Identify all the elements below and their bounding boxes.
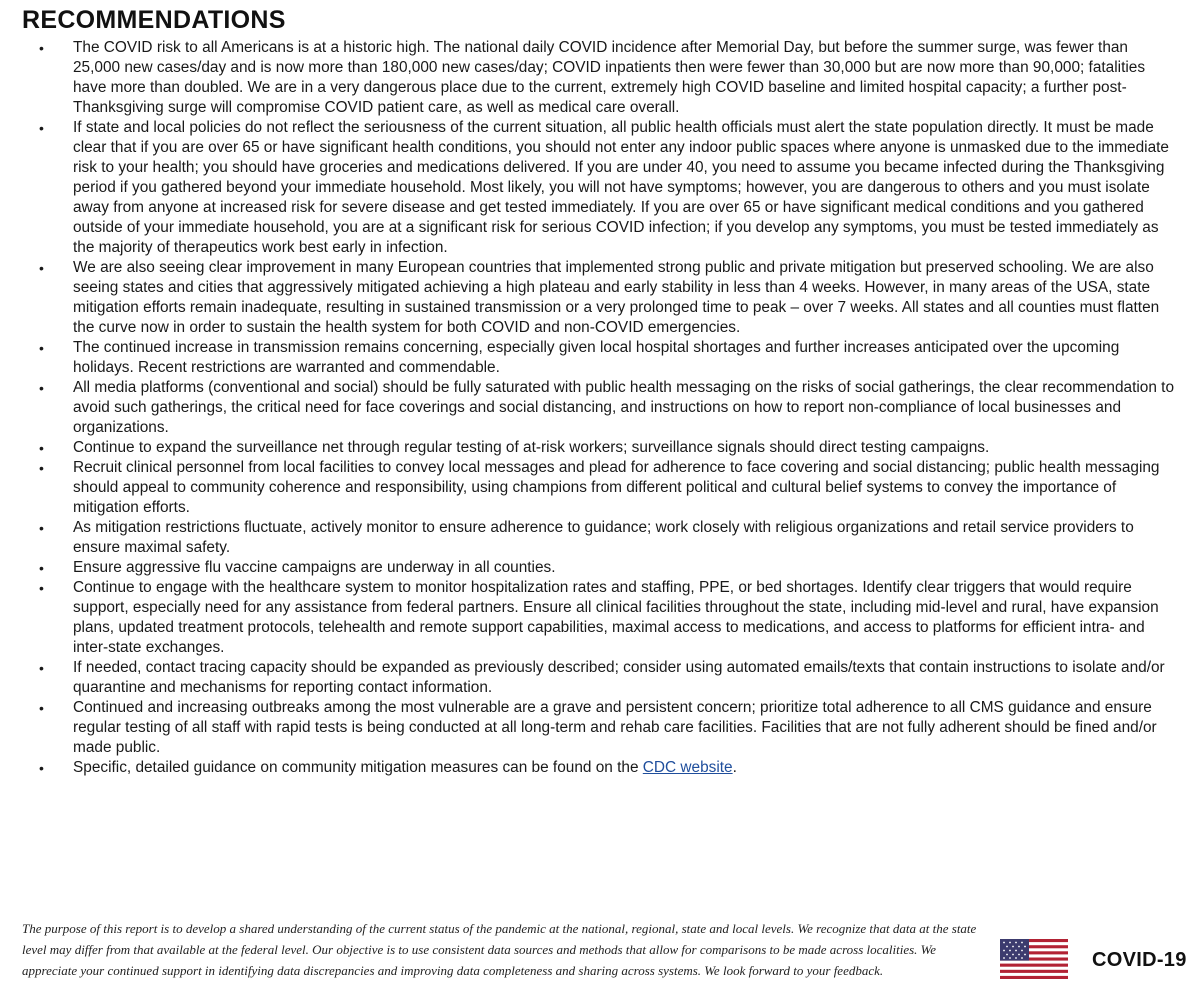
us-flag-graphic (1000, 939, 1068, 979)
recommendation-item (0, 698, 1200, 758)
covid-19-brand-label: COVID-19 (1092, 949, 1187, 971)
recommendation-text: If state and local policies do not reflect the seriousness of the current situation, all public health officials must alert the state population directly. It must be made clear that if you are over 65 or have significant health conditions, you should not enter any indoor public spaces where anyone is unmasked due to the immediate risk to your health; you should have groceries and medications delivered. If you are under 40, you need to assume you became infected during the Thanksgiving period if you gathered beyond your immediate household. Most likely, you will not have symptoms; however, you are dangerous to others and you must isolate away from anyone at increased risk for severe disease and get tested immediately. If you are over 65 or have significant medical conditions and you gathered outside of your immediate household, you are at a significant risk for serious COVID infection; if you develop any symptoms, you must be tested immediately as the majority of therapeutics work best early in infection. (73, 119, 1169, 256)
recommendation-text: All media platforms (conventional and social) should be fully saturated with public health messaging on the risks of social gatherings, the clear recommendation to avoid such gatherings, the critical need for face coverings and social distancing, and instructions on how to report non-compliance of local businesses and organizations. (73, 379, 1175, 436)
recommendation-item (0, 558, 1200, 578)
recommendation-item (0, 658, 1200, 698)
bullet-icon: • (39, 760, 44, 776)
recommendation-text: Specific, detailed guidance on community mitigation measures can be found on the (73, 759, 643, 776)
recommendation-item-cdc-link (0, 758, 1200, 778)
bullet-icon: • (39, 120, 44, 136)
bullet-icon: • (39, 340, 44, 356)
recommendation-text: Ensure aggressive flu vaccine campaigns are underway in all counties. (73, 559, 556, 576)
recommendation-item (0, 38, 1200, 118)
recommendation-item (0, 438, 1200, 458)
recommendation-text-end: . (732, 759, 737, 776)
recommendations-list (0, 38, 1200, 778)
bullet-icon: • (39, 560, 44, 576)
recommendation-text: We are also seeing clear improvement in many European countries that implemented strong public and private mitigation but preserved schooling. We are also seeing states and cities that aggressively mitigated achieving a high plateau and early stability in less than 4 weeks. However, in many areas of the USA, state mitigation efforts remain inadequate, resulting in sustained transmission or a very prolonged time to peak – over 7 weeks. All states and all counties must flatten the curve now in order to sustain the health system for both COVID and non-COVID emergencies. (73, 259, 1160, 336)
bullet-icon: • (39, 700, 44, 716)
recommendation-item (0, 378, 1200, 438)
recommendation-text: Recruit clinical personnel from local facilities to convey local messages and plead for adherence to face covering and social distancing; public health messaging should appeal to community coherence and responsibility, using champions from different political and cultural belief systems to convey the importance of mitigation efforts. (73, 459, 1160, 516)
recommendation-item (0, 458, 1200, 518)
bullet-icon: • (39, 660, 44, 676)
report-footer (0, 910, 1200, 1007)
bullet-icon: • (39, 520, 44, 536)
recommendation-item (0, 258, 1200, 338)
recommendation-text: As mitigation restrictions fluctuate, actively monitor to ensure adherence to guidance; work closely with religious organizations and retail service providers to ensure maximal safety. (73, 519, 1134, 556)
bullet-icon: • (39, 380, 44, 396)
recommendation-item (0, 578, 1200, 658)
recommendation-text: The continued increase in transmission remains concerning, especially given local hospital shortages and further increases anticipated over the upcoming holidays. Recent restrictions are warranted and commendable. (73, 339, 1120, 376)
cdc-website-link[interactable]: CDC website (642, 759, 733, 776)
recommendation-item (0, 118, 1200, 258)
us-flag-icon (1000, 939, 1068, 979)
recommendation-item (0, 338, 1200, 378)
footer-disclaimer: The purpose of this report is to develop a shared understanding of the current status of the pandemic at the national, regional, state and local levels. We recognize that data at the state level may differ from that available at the federal level. Our objective is to use consistent data sources and methods that allow for comparisons to be made across localities. We appreciate your continued support in identifying data discrepancies and improving data completeness and sharing across systems. We look forward to your feedback. (22, 921, 977, 978)
recommendation-text: Continue to engage with the healthcare system to monitor hospitalization rates and staffing, PPE, or bed shortages. Identify clear triggers that would require support, especially need for any assistance from federal partners. Ensure all clinical facilities throughout the state, including mid-level and rural, have expansion plans, updated treatment protocols, telehealth and remote support capabilities, maximal access to medications, and access to platforms for efficient intra- and inter-state exchanges. (73, 579, 1159, 656)
recommendation-text: Continue to expand the surveillance net through regular testing of at-risk workers; surveillance signals should direct testing campaigns. (73, 439, 990, 456)
bullet-icon: • (39, 580, 44, 596)
bullet-icon: • (39, 440, 44, 456)
recommendation-text: Continued and increasing outbreaks among the most vulnerable are a grave and persistent concern; prioritize total adherence to all CMS guidance and ensure regular testing of all staff with rapid tests is being conducted at all long-term and rehab care facilities. Facilities that are not fully adherent should be fined and/or made public. (73, 699, 1157, 756)
recommendation-item (0, 518, 1200, 558)
section-heading: RECOMMENDATIONS (22, 6, 286, 34)
bullet-icon: • (39, 460, 44, 476)
bullet-icon: • (39, 260, 44, 276)
bullet-icon: • (39, 40, 44, 56)
recommendation-text: If needed, contact tracing capacity should be expanded as previously described; consider using automated emails/texts that contain instructions to isolate and/or quarantine and mechanisms for reporting contact information. (73, 659, 1165, 696)
recommendation-text: The COVID risk to all Americans is at a historic high. The national daily COVID incidence after Memorial Day, but before the summer surge, was fewer than 25,000 new cases/day and is now more than 180,000 new cases/day; COVID inpatients then were fewer than 30,000 but are now more than 90,000; fatalities have more than doubled. We are in a very dangerous place due to the current, extremely high COVID baseline and limited hospital capacity; a further post-Thanksgiving surge will compromise COVID patient care, as well as medical care overall. (73, 39, 1146, 116)
